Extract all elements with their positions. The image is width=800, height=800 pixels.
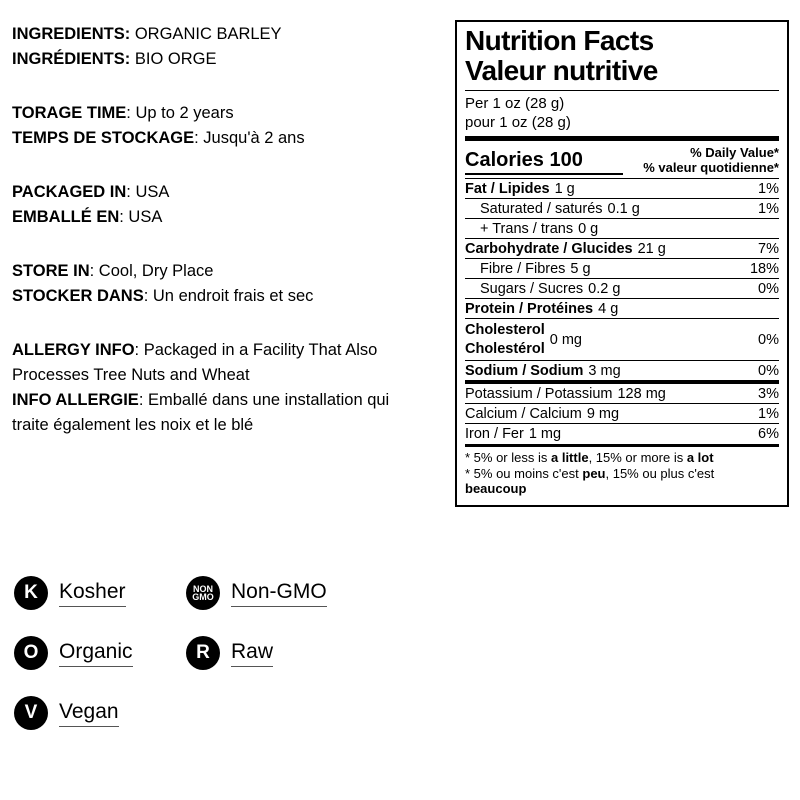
calories-value: Calories 100 bbox=[465, 149, 623, 175]
badge-kosher[interactable] bbox=[14, 576, 186, 610]
packaged-in-fr-label: EMBALLÉ EN bbox=[12, 208, 120, 226]
raw-label: Raw bbox=[231, 640, 273, 667]
fibre-amount: 5 g bbox=[570, 260, 591, 277]
storage-time-en bbox=[12, 101, 424, 126]
calcium-amount: 9 mg bbox=[586, 405, 620, 422]
store-in-en-label: STORE IN bbox=[12, 262, 90, 280]
footnote-fr-bold: peu bbox=[582, 465, 606, 481]
footnote-en-seg: * 5% or less is bbox=[465, 450, 551, 465]
cholesterol-amount: 0 mg bbox=[549, 331, 583, 348]
storage-time-fr bbox=[12, 126, 424, 151]
allergy-info-en-label: ALLERGY INFO bbox=[12, 341, 135, 359]
badge-raw[interactable] bbox=[186, 636, 327, 670]
badge-organic[interactable] bbox=[14, 636, 186, 670]
ingredients-en-value: ORGANIC BARLEY bbox=[130, 25, 282, 43]
saturated-amount: 0.1 g bbox=[607, 200, 640, 217]
nft-title-fr: Valeur nutritive bbox=[465, 55, 658, 86]
sugars-dv: 0% bbox=[758, 280, 779, 297]
footnote-en-bold: a lot bbox=[686, 450, 714, 465]
row-sodium bbox=[465, 360, 779, 380]
allergy-info-fr-value: : Emballé dans une installation qui traite également les noix et le blé bbox=[12, 391, 390, 434]
store-in-en-value: : Cool, Dry Place bbox=[89, 262, 214, 280]
saturated-name: Saturated / saturés bbox=[480, 200, 603, 217]
store-in-fr-label: STOCKER DANS bbox=[12, 287, 144, 305]
ingredients-en bbox=[12, 22, 424, 47]
organic-icon: O bbox=[14, 636, 48, 670]
storage-time-fr-label: TEMPS DE STOCKAGE bbox=[12, 129, 195, 147]
trans-amount: 0 g bbox=[578, 220, 599, 237]
daily-value-header-en: % Daily Value* bbox=[690, 145, 779, 160]
footnote bbox=[465, 444, 779, 497]
allergy-info-en-value: : Packaged in a Facility That Also Processes Tree Nuts and Wheat bbox=[12, 341, 378, 384]
storage-time-fr-value: : Jusqu'à 2 ans bbox=[194, 129, 305, 147]
packaged-in-en-label: PACKAGED IN bbox=[12, 183, 127, 201]
non-gmo-icon-line2: GMO bbox=[192, 592, 214, 602]
row-calcium bbox=[465, 403, 779, 423]
row-protein bbox=[465, 298, 779, 318]
non-gmo-icon-text bbox=[192, 585, 214, 602]
non-gmo-label: Non-GMO bbox=[231, 580, 327, 607]
row-saturated bbox=[465, 198, 779, 218]
sodium-dv: 0% bbox=[758, 362, 779, 379]
organic-label: Organic bbox=[59, 640, 133, 667]
divider-thin bbox=[465, 90, 779, 91]
fat-name: Fat / Lipides bbox=[465, 180, 550, 197]
iron-name: Iron / Fer bbox=[465, 425, 524, 442]
store-in-en bbox=[12, 259, 424, 284]
non-gmo-icon-line1: NON bbox=[193, 583, 213, 594]
fibre-name: Fibre / Fibres bbox=[480, 260, 566, 277]
vegan-icon: V bbox=[14, 696, 48, 730]
vegan-label: Vegan bbox=[59, 700, 119, 727]
row-iron bbox=[465, 423, 779, 443]
cholesterol-name-fr: Cholestérol bbox=[465, 340, 545, 357]
store-in-fr-value: : Un endroit frais et sec bbox=[143, 287, 314, 305]
packaged-in-fr-value: : USA bbox=[119, 208, 163, 226]
nft-title-en: Nutrition Facts bbox=[465, 25, 654, 56]
packaged-in-fr bbox=[12, 205, 424, 230]
badge-non-gmo[interactable] bbox=[186, 576, 327, 610]
packaged-in-en-value: : USA bbox=[126, 183, 170, 201]
fibre-dv: 18% bbox=[749, 260, 779, 277]
footnote-fr-seg: * 5% ou moins c'est bbox=[465, 465, 583, 481]
saturated-dv: 1% bbox=[758, 200, 779, 217]
protein-amount: 4 g bbox=[598, 300, 619, 317]
nutrition-facts-panel bbox=[455, 20, 789, 507]
ingredients-fr-label: INGRÉDIENTS: bbox=[12, 50, 131, 68]
cholesterol-name-en: Cholesterol bbox=[465, 321, 545, 338]
non-gmo-icon bbox=[186, 576, 220, 610]
cholesterol-dv: 0% bbox=[758, 331, 779, 348]
allergy-info-en bbox=[12, 338, 424, 388]
iron-amount: 1 mg bbox=[528, 425, 562, 442]
fat-dv: 1% bbox=[758, 180, 779, 197]
sodium-amount: 3 mg bbox=[588, 362, 621, 379]
row-carbohydrate bbox=[465, 238, 779, 258]
footnote-fr-bold: beaucoup bbox=[465, 481, 527, 496]
serving-size-en: Per 1 oz (28 g) bbox=[465, 95, 565, 112]
footnote-fr bbox=[465, 466, 765, 497]
storage-time-en-value: : Up to 2 years bbox=[126, 104, 234, 122]
sugars-name: Sugars / Sucres bbox=[480, 280, 584, 297]
carbohydrate-amount: 21 g bbox=[637, 240, 666, 257]
calcium-name: Calcium / Calcium bbox=[465, 405, 582, 422]
row-fat bbox=[465, 179, 779, 198]
potassium-name: Potassium / Potassium bbox=[465, 385, 613, 402]
store-in-fr bbox=[12, 284, 424, 309]
raw-icon: R bbox=[186, 636, 220, 670]
row-cholesterol bbox=[465, 318, 779, 360]
footnote-fr-seg: , 15% ou plus c'est bbox=[605, 465, 715, 481]
packaged-in-en bbox=[12, 180, 424, 205]
kosher-icon: K bbox=[14, 576, 48, 610]
footnote-en bbox=[465, 450, 765, 466]
trans-name: + Trans / trans bbox=[480, 220, 574, 237]
fat-amount: 1 g bbox=[554, 180, 575, 197]
footnote-en-seg: , 15% or more is bbox=[588, 450, 687, 465]
product-info-panel bbox=[12, 22, 424, 438]
potassium-amount: 128 mg bbox=[617, 385, 666, 402]
iron-dv: 6% bbox=[758, 425, 779, 442]
row-trans bbox=[465, 218, 779, 238]
potassium-dv: 3% bbox=[758, 385, 779, 402]
serving-size-fr: pour 1 oz (28 g) bbox=[465, 114, 571, 131]
sodium-name: Sodium / Sodium bbox=[465, 362, 584, 379]
cholesterol-name bbox=[465, 321, 545, 359]
protein-name: Protein / Protéines bbox=[465, 300, 594, 317]
allergy-info-fr bbox=[12, 388, 424, 438]
certification-badges bbox=[14, 576, 327, 730]
footnote-en-bold: a little bbox=[550, 450, 589, 465]
ingredients-fr-value: BIO ORGE bbox=[130, 50, 217, 68]
storage-time-en-label: TORAGE TIME bbox=[12, 104, 127, 122]
row-potassium bbox=[465, 380, 779, 403]
sugars-amount: 0.2 g bbox=[588, 280, 621, 297]
row-sugars bbox=[465, 278, 779, 298]
carbohydrate-dv: 7% bbox=[758, 240, 779, 257]
calcium-dv: 1% bbox=[758, 405, 779, 422]
calories-row bbox=[465, 141, 779, 179]
badge-vegan[interactable] bbox=[14, 696, 186, 730]
row-fibre bbox=[465, 258, 779, 278]
daily-value-header bbox=[643, 145, 779, 175]
allergy-info-fr-label: INFO ALLERGIE bbox=[12, 391, 139, 409]
kosher-label: Kosher bbox=[59, 580, 126, 607]
ingredients-en-label: INGREDIENTS: bbox=[12, 25, 131, 43]
daily-value-header-fr: % valeur quotidienne* bbox=[643, 160, 779, 175]
carbohydrate-name: Carbohydrate / Glucides bbox=[465, 240, 633, 257]
ingredients-fr bbox=[12, 47, 424, 72]
